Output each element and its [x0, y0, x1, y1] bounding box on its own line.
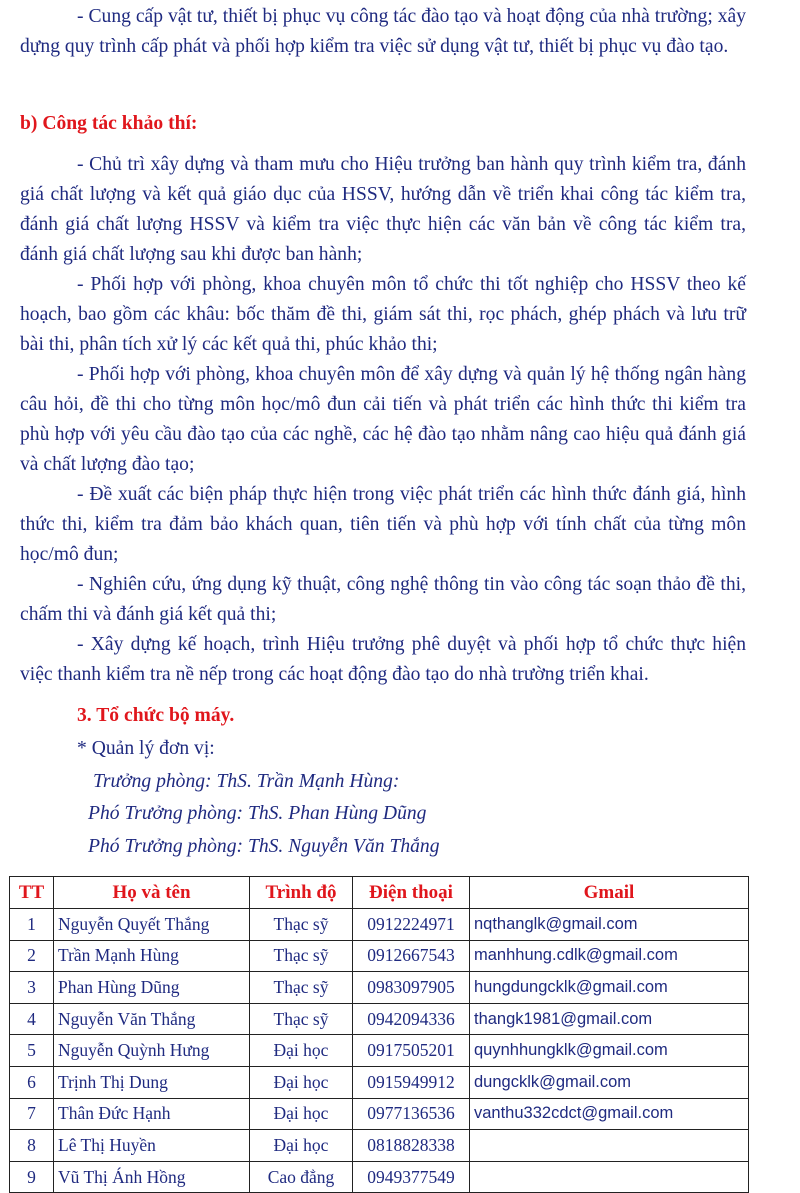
table-row — [10, 1035, 749, 1067]
cell-tt: 6 — [10, 1066, 54, 1098]
staff-table — [9, 876, 749, 1193]
header-phone: Điện thoại — [353, 877, 470, 909]
section-b-paragraph-3: - Phối hợp với phòng, khoa chuyên môn để xây dựng và quản lý hệ thống ngân hàng câu hỏi, đề thi cho từng môn học/mô đun cải tiến và phát triển các hình thức thi kiểm tra phù hợp với yêu cầu đào tạo của các nghề, các hệ đào tạo nhằm nâng cao hiệu quả đánh giá và chất lượng đào tạo; — [20, 364, 746, 475]
cell-gmail: quynhhungklk@gmail.com — [470, 1035, 749, 1067]
cell-phone: 0983097905 — [353, 972, 470, 1004]
cell-tt: 2 — [10, 940, 54, 972]
cell-level: Đại học — [250, 1130, 353, 1162]
cell-gmail — [470, 1130, 749, 1162]
header-level: Trình độ — [250, 877, 353, 909]
cell-tt: 4 — [10, 1003, 54, 1035]
cell-gmail — [470, 1161, 749, 1193]
cell-tt: 1 — [10, 909, 54, 941]
cell-name: Vũ Thị Ánh Hồng — [54, 1161, 250, 1193]
section-b-paragraph-5: - Nghiên cứu, ứng dụng kỹ thuật, công nghệ thông tin vào công tác soạn thảo đề thi, chấm thi và đánh giá kết quả thi; — [20, 574, 746, 625]
cell-level: Đại học — [250, 1035, 353, 1067]
cell-phone: 0949377549 — [353, 1161, 470, 1193]
cell-gmail: thangk1981@gmail.com — [470, 1003, 749, 1035]
cell-level: Cao đẳng — [250, 1161, 353, 1193]
cell-name: Trần Mạnh Hùng — [54, 940, 250, 972]
cell-tt: 3 — [10, 972, 54, 1004]
cell-level: Đại học — [250, 1098, 353, 1130]
management-label: * Quản lý đơn vị: — [77, 738, 215, 759]
cell-level: Thạc sỹ — [250, 940, 353, 972]
table-row — [10, 972, 749, 1004]
cell-phone: 0915949912 — [353, 1066, 470, 1098]
table-row — [10, 1130, 749, 1162]
cell-tt: 5 — [10, 1035, 54, 1067]
table-row — [10, 1066, 749, 1098]
manager-deputy-1: Phó Trưởng phòng: ThS. Phan Hùng Dũng — [88, 803, 427, 824]
cell-level: Thạc sỹ — [250, 909, 353, 941]
cell-name: Thân Đức Hạnh — [54, 1098, 250, 1130]
cell-level: Đại học — [250, 1066, 353, 1098]
manager-deputy-2: Phó Trưởng phòng: ThS. Nguyễn Văn Thắng — [88, 836, 440, 857]
cell-name: Lê Thị Huyền — [54, 1130, 250, 1162]
intro-paragraph-text: - Cung cấp vật tư, thiết bị phục vụ công tác đào tạo và hoạt động của nhà trường; xây dựng quy trình cấp phát và phối hợp kiểm tra việc sử dụng vật tư, thiết bị phục vụ đào tạo. — [20, 6, 746, 57]
cell-gmail: nqthanglk@gmail.com — [470, 909, 749, 941]
table-row — [10, 909, 749, 941]
cell-phone: 0912224971 — [353, 909, 470, 941]
header-gmail: Gmail — [470, 877, 749, 909]
cell-phone: 0912667543 — [353, 940, 470, 972]
table-row — [10, 940, 749, 972]
table-row — [10, 1161, 749, 1193]
section-b-paragraph-1: - Chủ trì xây dựng và tham mưu cho Hiệu trưởng ban hành quy trình kiểm tra, đánh giá chất lượng và kết quả giáo dục của HSSV, hướng dẫn về triển khai công tác kiểm tra, đánh giá chất lượng HSSV và kiểm tra việc thực hiện các văn bản về công tác kiểm tra, đánh giá chất lượng sau khi được ban hành; — [20, 154, 746, 265]
header-tt: TT — [10, 877, 54, 909]
cell-tt: 8 — [10, 1130, 54, 1162]
cell-level: Thạc sỹ — [250, 1003, 353, 1035]
cell-gmail: dungcklk@gmail.com — [470, 1066, 749, 1098]
section-b-heading: b) Công tác khảo thí: — [20, 113, 198, 134]
cell-tt: 9 — [10, 1161, 54, 1193]
cell-name: Nguyễn Quyết Thắng — [54, 909, 250, 941]
table-row — [10, 1098, 749, 1130]
cell-phone: 0942094336 — [353, 1003, 470, 1035]
cell-name: Nguyễn Quỳnh Hưng — [54, 1035, 250, 1067]
cell-tt: 7 — [10, 1098, 54, 1130]
cell-gmail: hungdungcklk@gmail.com — [470, 972, 749, 1004]
section-b-paragraph-6: - Xây dựng kế hoạch, trình Hiệu trưởng phê duyệt và phối hợp tổ chức thực hiện việc thanh kiểm tra nề nếp trong các hoạt động đào tạo do nhà trường triển khai. — [20, 634, 746, 685]
intro-paragraph-continued — [20, 2, 746, 62]
cell-phone: 0977136536 — [353, 1098, 470, 1130]
cell-gmail: vanthu332cdct@gmail.com — [470, 1098, 749, 1130]
section-3-heading: 3. Tổ chức bộ máy. — [77, 705, 235, 726]
header-name: Họ và tên — [54, 877, 250, 909]
cell-gmail: manhhung.cdlk@gmail.com — [470, 940, 749, 972]
section-b-paragraph-4: - Đề xuất các biện pháp thực hiện trong việc phát triển các hình thức đánh giá, hình thức thi, kiểm tra đảm bảo khách quan, tiên tiến và phù hợp với tính chất của từng môn học/mô đun; — [20, 484, 746, 565]
cell-phone: 0818828338 — [353, 1130, 470, 1162]
cell-level: Thạc sỹ — [250, 972, 353, 1004]
cell-name: Nguyễn Văn Thắng — [54, 1003, 250, 1035]
table-row — [10, 1003, 749, 1035]
cell-name: Phan Hùng Dũng — [54, 972, 250, 1004]
manager-head: Trưởng phòng: ThS. Trần Mạnh Hùng: — [93, 771, 400, 792]
cell-phone: 0917505201 — [353, 1035, 470, 1067]
cell-name: Trịnh Thị Dung — [54, 1066, 250, 1098]
staff-table-header-row — [10, 877, 749, 909]
section-b-paragraph-2: - Phối hợp với phòng, khoa chuyên môn tổ chức thi tốt nghiệp cho HSSV theo kế hoạch, bao gồm các khâu: bốc thăm đề thi, giám sát thi, rọc phách, ghép phách và lưu trữ bài thi, phân tích xử lý các kết quả thi, phúc khảo thi; — [20, 274, 746, 355]
